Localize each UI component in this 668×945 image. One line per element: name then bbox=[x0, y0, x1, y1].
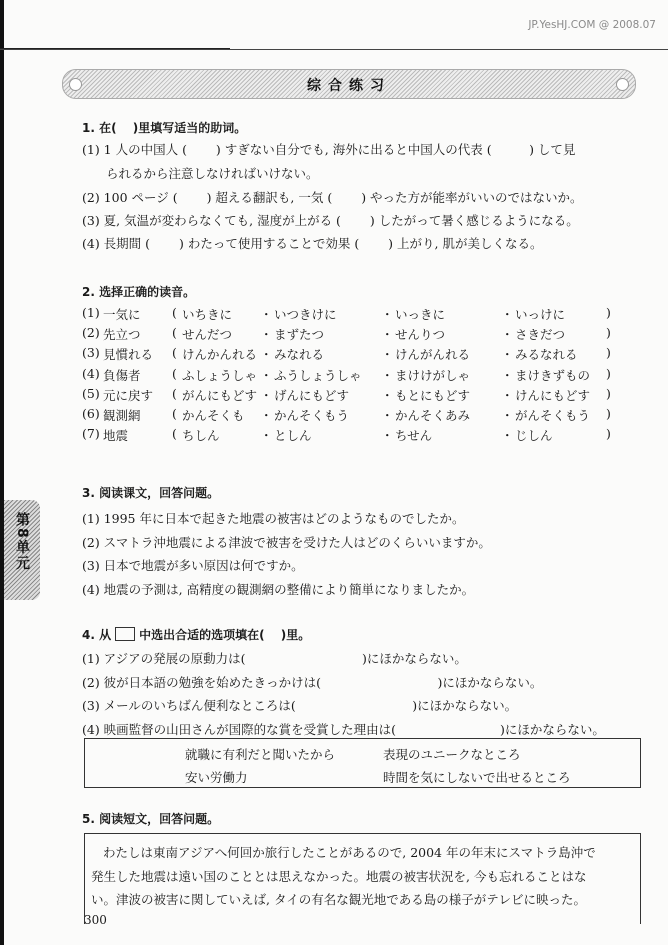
reading-option: としん bbox=[274, 428, 312, 444]
section4-title-suffix: 中选出合适的选项填在( )里。 bbox=[139, 628, 311, 642]
section1-title: 1. 在( )里填写适当的助词。 bbox=[82, 121, 247, 135]
open-paren: ( bbox=[172, 406, 177, 421]
separator-dot: ・ bbox=[381, 408, 394, 423]
separator-dot: ・ bbox=[501, 347, 514, 363]
close-paren: ) bbox=[606, 365, 611, 381]
separator-dot: ・ bbox=[501, 387, 514, 403]
reading-option: みなれる bbox=[274, 347, 325, 363]
banner-title: 综合练习 bbox=[307, 78, 391, 94]
reading-option: がんそくもう bbox=[515, 408, 591, 423]
section4-item: (4) 映画監督の山田さんが国際的な賞を受賞した理由は( )にほかならない。 bbox=[82, 722, 605, 737]
separator-dot: ・ bbox=[501, 367, 514, 383]
section2-title: 2. 选择正确的读音。 bbox=[82, 285, 196, 299]
reading-option: けんにもどす bbox=[515, 387, 591, 403]
reading-option: いっきに bbox=[395, 307, 446, 322]
reading-option: けんかんれる bbox=[182, 347, 258, 363]
reading-option: ふうしょうしゃ bbox=[274, 367, 362, 383]
choice: 時間を気にしないで出せるところ bbox=[383, 770, 571, 785]
header-rule bbox=[0, 49, 668, 50]
section4-item: (1) アジアの発展の原動力は( )にほかならない。 bbox=[82, 651, 467, 666]
reading-option: がんにもどす bbox=[182, 387, 258, 403]
choice: 就職に有利だと聞いたから bbox=[185, 747, 336, 762]
separator-dot: ・ bbox=[501, 327, 514, 343]
reading-option: ちせん bbox=[395, 428, 433, 444]
scan-edge bbox=[0, 0, 4, 945]
passage-line: 発生した地震は遠い国のこととは思えなかった。地震の被害状況を, 今も忘れることはな bbox=[91, 869, 587, 884]
close-paren: ) bbox=[606, 406, 611, 421]
section5-title: 5. 阅读短文，回答问题。 bbox=[82, 812, 220, 826]
reading-option: せんりつ bbox=[395, 327, 446, 343]
item-word: 先立つ bbox=[103, 327, 141, 343]
separator-dot: ・ bbox=[501, 428, 514, 444]
reading-option: かんそくもう bbox=[274, 408, 350, 423]
item-number: (7) bbox=[82, 426, 100, 442]
item-number: (2) bbox=[82, 325, 100, 341]
close-paren: ) bbox=[606, 325, 611, 341]
item-number: (6) bbox=[82, 406, 100, 421]
section3-item: (1) 1995 年に日本で起きた地震の被害はどのようなものでしたか。 bbox=[82, 511, 465, 526]
reading-option: げんにもどす bbox=[274, 387, 350, 403]
unit-side-tab bbox=[4, 500, 40, 600]
separator-dot: ・ bbox=[260, 307, 273, 322]
site-watermark: JP.YesHJ.COM @ 2008.07 bbox=[528, 19, 656, 31]
section3-item: (4) 地震の予測は, 高精度の観測網の整備により簡単になりましたか。 bbox=[82, 582, 475, 597]
passage-line: わたしは東南アジアへ何回か旅行したことがあるので, 2004 年の年末にスマトラ島沖で bbox=[103, 845, 596, 860]
passage-line: い。津波の被害に関していえば, タイの有名な観光地である島の様子がテレビに映った。 bbox=[91, 892, 586, 907]
open-paren: ( bbox=[172, 345, 177, 361]
close-paren: ) bbox=[606, 305, 611, 320]
reading-option: せんだつ bbox=[182, 327, 233, 343]
close-paren: ) bbox=[606, 426, 611, 442]
separator-dot: ・ bbox=[501, 307, 514, 322]
reading-option: まずたつ bbox=[274, 327, 325, 343]
item-word: 観測網 bbox=[103, 408, 141, 423]
section3-item: (3) 日本で地震が多い原因は何ですか。 bbox=[82, 558, 304, 573]
reading-option: いつきけに bbox=[274, 307, 337, 322]
item-word: 一気に bbox=[103, 307, 141, 322]
separator-dot: ・ bbox=[381, 367, 394, 383]
separator-dot: ・ bbox=[260, 428, 273, 444]
open-paren: ( bbox=[172, 385, 177, 401]
item-number: (4) bbox=[82, 365, 100, 381]
close-paren: ) bbox=[606, 345, 611, 361]
open-paren: ( bbox=[172, 426, 177, 442]
section4-title bbox=[82, 626, 310, 643]
blank-box bbox=[115, 627, 135, 641]
section4-item: (2) 彼が日本語の勉強を始めたきっかけは( )にほかならない。 bbox=[82, 675, 543, 690]
open-paren: ( bbox=[172, 365, 177, 381]
reading-option: まけけがしゃ bbox=[395, 367, 471, 383]
item-word: 見慣れる bbox=[103, 347, 154, 363]
section-banner bbox=[62, 69, 636, 99]
reading-option: さきだつ bbox=[515, 327, 566, 343]
separator-dot: ・ bbox=[381, 428, 394, 444]
separator-dot: ・ bbox=[501, 408, 514, 423]
reading-option: もとにもどす bbox=[395, 387, 471, 403]
section1-item: (2) 100 ページ ( ) 超える翻訳も, 一気 ( ) やった方が能率がいいのではないか。 bbox=[82, 190, 583, 205]
close-paren: ) bbox=[606, 385, 611, 401]
choice: 表現のユニークなところ bbox=[383, 747, 521, 762]
section3-item: (2) スマトラ沖地震による津波で被害を受けた人はどのくらいいますか。 bbox=[82, 535, 491, 550]
separator-dot: ・ bbox=[260, 367, 273, 383]
reading-option: みるなれる bbox=[515, 347, 578, 363]
separator-dot: ・ bbox=[381, 347, 394, 363]
separator-dot: ・ bbox=[260, 387, 273, 403]
item-word: 地震 bbox=[103, 428, 129, 444]
separator-dot: ・ bbox=[260, 408, 273, 423]
section4-item: (3) メールのいちばん便利なところは( )にほかならない。 bbox=[82, 698, 518, 713]
separator-dot: ・ bbox=[381, 307, 394, 322]
reading-option: いちきに bbox=[182, 307, 233, 322]
separator-dot: ・ bbox=[260, 327, 273, 343]
section4-title-prefix: 4. 从 bbox=[82, 628, 112, 642]
reading-option: けんがんれる bbox=[395, 347, 471, 363]
choices-box bbox=[84, 738, 641, 788]
section3-title: 3. 阅读课文，回答问题。 bbox=[82, 486, 220, 500]
section1-item-cont: られるから注意しなければいけない。 bbox=[106, 166, 319, 181]
item-number: (5) bbox=[82, 385, 100, 401]
item-number: (3) bbox=[82, 345, 100, 361]
reading-option: まけきずもの bbox=[515, 367, 591, 383]
unit-label: 第8单元 bbox=[14, 512, 30, 572]
reading-option: いっけに bbox=[515, 307, 566, 322]
reading-option: じしん bbox=[515, 428, 553, 444]
open-paren: ( bbox=[172, 325, 177, 341]
item-number: (1) bbox=[82, 305, 100, 320]
page-number: 300 bbox=[84, 913, 107, 927]
separator-dot: ・ bbox=[381, 327, 394, 343]
section1-item: (3) 夏, 気温が変わらなくても, 湿度が上がる ( ) したがって暑く感じるようになる。 bbox=[82, 213, 579, 228]
reading-option: かんそくも bbox=[182, 408, 245, 423]
separator-dot: ・ bbox=[260, 347, 273, 363]
choice: 安い労働力 bbox=[185, 770, 248, 785]
open-paren: ( bbox=[172, 305, 177, 320]
section1-item: (1) 1 人の中国人 ( ) すぎない自分でも, 海外に出ると中国人の代表 ( ) して見 bbox=[82, 142, 576, 157]
passage-box bbox=[84, 833, 641, 924]
item-word: 負傷者 bbox=[103, 367, 141, 383]
item-word: 元に戻す bbox=[103, 387, 154, 403]
reading-option: かんそくあみ bbox=[395, 408, 471, 423]
separator-dot: ・ bbox=[381, 387, 394, 403]
section1-item: (4) 長期間 ( ) わたって使用することで効果 ( ) 上がり, 肌が美しくなる。 bbox=[82, 236, 543, 251]
reading-option: ふしょうしゃ bbox=[182, 367, 258, 383]
reading-option: ちしん bbox=[182, 428, 220, 444]
